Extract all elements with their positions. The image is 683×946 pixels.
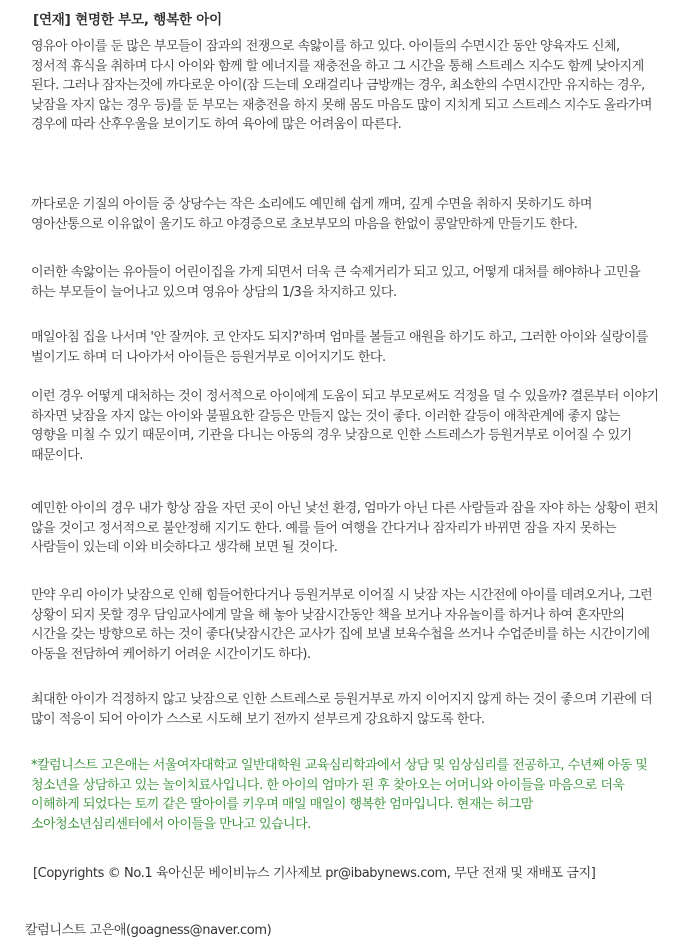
author-byline: 칼럼니스트 고은애(goagness@naver.com)	[25, 923, 272, 938]
article-paragraph-3: 이러한 속앓이는 유아들이 어린이집을 가게 되면서 더욱 큰 숙제거리가 되고 있고, 어떻게 대처를 해야하나 고민을 하는 부모들이 늘어나고 있으며 영유아 상담의 1/3을 차지하고 있다.	[31, 265, 641, 300]
article-paragraph-6: 예민한 아이의 경우 내가 항상 잠을 자던 곳이 아닌 낯선 환경, 엄마가 아닌 다른 사람들과 잠을 자야 하는 상황이 편치 않을 것이고 정서적으로 불안정해 지기도 한다. 예를 들어 여행을 간다거나 잠자리가 바뀌면 잠을 자지 못하는 사람들이 있는데 이와 비슷하다고 생각해 보면 될 것이다.	[31, 501, 659, 555]
article-paragraph-1: 영유아 아이를 둔 많은 부모들이 잠과의 전쟁으로 속앓이를 하고 있다. 아이들의 수면시간 동안 양육자도 신체, 정서적 휴식을 취하며 다시 아이와 함께 할 에너지를 재충전을 하고 그 시간을 통해 스트레스 지수도 함께 낮아지게 된다. 그러나 잠자는것에 까다로운 아이(잠 드는데 오래걸리나 금방깨는 경우, 최소한의 수면시간만 유지하는 경우, 낮잠을 자지 않는 경우 등)를 둔 부모는 재충전을 하지 못해 몸도 마음도 많이 지치게 되고 스트레스 지수도 올라가며 경우에 따라 산후우울을 보이기도 하여 육아에 많은 어려움이 따른다.	[31, 39, 652, 132]
article-paragraph-2: 까다로운 기질의 아이들 중 상당수는 작은 소리에도 예민해 쉽게 깨며, 깊게 수면을 취하지 못하기도 하며 영아산통으로 이유없이 울기도 하고 야경증으로 초보부모의 마음을 한없이 콩알만하게 만들기도 한다.	[31, 197, 592, 232]
article-paragraph-8: 최대한 아이가 걱정하지 않고 낮잠으로 인한 스트레스로 등원거부로 까지 이어지지 않게 하는 것이 좋으며 기관에 더 많이 적응이 되어 아이가 스스로 시도해 보기 전까지 섣부르게 강요하지 않도록 한다.	[31, 692, 653, 727]
article-paragraph-4: 매일아침 집을 나서며 '안 잘꺼야. 코 안자도 되지?'하며 엄마를 볼들고 애원을 하기도 하고, 그러한 아이와 실랑이를 벌이기도 하며 더 나아가서 아이들은 등원거부로 이어지기도 한다.	[31, 330, 648, 365]
copyright-notice: [Copyrights © No.1 육아신문 베이비뉴스 기사제보 pr@ibabynews.com, 무단 전재 및 재배포 금지]	[33, 866, 596, 881]
article-paragraph-5: 이런 경우 어떻게 대처하는 것이 정서적으로 아이에게 도움이 되고 부모로써도 걱정을 덜 수 있을까? 결론부터 이야기 하자면 낮잠을 자지 않는 아이와 불필요한 갈등은 만들지 않는 것이 좋다. 이러한 갈등이 애착관계에 좋지 않는 영향을 미칠 수 있기 때문이며, 기관을 다니는 아동의 경우 낮잠으로 인한 스트레스가 등원거부로 이어질 수 있기 때문이다.	[31, 389, 659, 463]
columnist-bio: *칼럼니스트 고은애는 서울여자대학교 일반대학원 교육심리학과에서 상담 및 임상심리를 전공하고, 수년째 아동 및 청소년을 상담하고 있는 놀이치료사입니다. 한 아이의 엄마가 된 후 찾아오는 어머니와 아이들을 마음으로 더욱 이해하게 되었다는 토끼 같은 딸아이를 키우며 매일 매일이 행복한 엄마입니다. 현재는 허그맘 소아청소년심리센터에서 아이들을 만나고 있습니다.	[31, 758, 648, 832]
article-title: [연재] 현명한 부모, 행복한 아이	[33, 12, 222, 28]
article-paragraph-7: 만약 우리 아이가 낮잠으로 인해 힘들어한다거나 등원거부로 이어질 시 낮잠 자는 시간전에 아이를 데려오거나, 그런 상황이 되지 못할 경우 담임교사에게 말을 해 놓아 낮잠시간동안 책을 보거나 자유놀이를 하거나 하여 혼자만의 시간을 갖는 방향으로 하는 것이 좋다(낮잠시간은 교사가 집에 보낼 보육수첩을 쓰거나 수업준비를 하는 시간이기에 아동을 전담하여 케어하기 어려운 시간이기도 하다).	[31, 588, 653, 662]
